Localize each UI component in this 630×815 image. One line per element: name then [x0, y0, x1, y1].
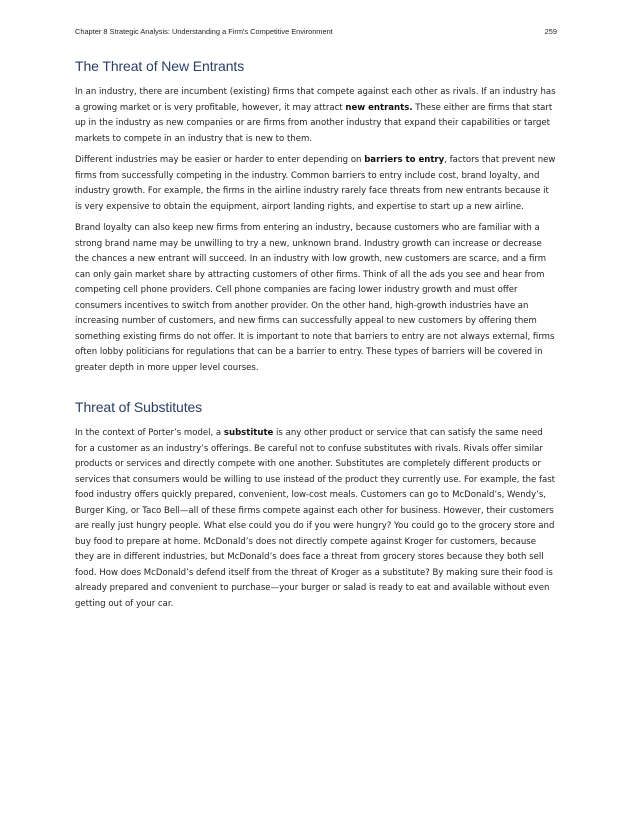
section-substitutes: [75, 398, 557, 612]
chapter-title: Chapter 8 Strategic Analysis: Understanding a Firm's Competitive Environment: [75, 27, 333, 36]
paragraph-incumbent-firms: [75, 85, 557, 147]
text-run: In an industry, there are incumbent (existing) firms that compete against each other as rivals. If an industry has a growing market or is very profitable, however, it may attract: [75, 87, 556, 113]
section-heading-new-entrants: The Threat of New Entrants: [75, 58, 245, 74]
page-number: 259: [544, 27, 557, 36]
running-header: [75, 27, 557, 39]
paragraph-substitutes: [75, 426, 557, 612]
text-run: Different industries may be easier or harder to enter depending on: [75, 155, 365, 165]
text-run: In the context of Porter’s model, a: [75, 428, 224, 438]
text-run: These either are firms that start up in the industry as new companies or are firms from another industry that expand their capabilities or target markets to compete in an industry that is new to them.: [75, 102, 553, 144]
section-heading-substitutes: Threat of Substitutes: [75, 399, 203, 415]
paragraph-barriers-to-entry: [75, 153, 557, 215]
key-term-substitute: substitute: [223, 428, 274, 438]
key-term-barriers-to-entry: barriers to entry: [364, 155, 445, 165]
text-run: , factors that prevent new firms from successfully competing in the industry. Common barriers to entry include cost, brand loyalty, and industry growth. For example, the firms in the airline industry rarely face threats from new entrants because it is very expensive to obtain the equipment, airport landing rights, and expertise to start up a new airline.: [75, 155, 556, 212]
text-run: is any other product or service that can satisfy the same need for a customer as an industry’s offerings. Be careful not to confuse substitutes with rivals. Rivals offer similar products or services and directly compete with one another. Substitutes are completely different products or services that consumers would be willing to use instead of the product they currently use. For example, the fast food industry offers quickly prepared, convenient, low-cost meals. Customers can go to McDonald’s, Wendy’s, Burger King, or Taco Bell—all of these firms compete against each other for business. However, their customers are really just hungry people. What else could you do if you were hungry? You could go to the grocery store and buy food to prepare at home. McDonald’s does not directly compete against Kroger for customers, because they are in different industries, but McDonald’s does face a threat from grocery stores because they both sell food. How does McDonald’s defend itself from the threat of Kroger as a substitute? By making sure their food is already prepared and convenient to purchase—your burger or salad is ready to eat and available without even getting out of your car.: [75, 428, 556, 609]
key-term-new-entrants: new entrants.: [345, 102, 413, 113]
section-new-entrants: [75, 57, 557, 376]
page-content: [75, 57, 557, 618]
paragraph-brand-loyalty: Brand loyalty can also keep new firms from entering an industry, because customers who are familiar with a strong brand name may be unwilling to try a new, unknown brand. Industry growth can increase or decrease the chances a new entrant will succeed. In an industry with low growth, new customers are scarce, and a firm can only gain market share by attracting customers of other firms. Think of all the ads you see and hear from competing cell phone providers. Cell phone companies are facing lower industry growth and must offer consumers incentives to switch from another provider. On the other hand, high-growth industries have an increasing number of customers, and new firms can successfully appeal to new customers by offering them something existing firms do not offer. It is important to note that barriers to entry are not always external, firms often lobby politicians for regulations that can be a barrier to entry. These types of barriers will be covered in greater depth in more upper level courses.: [75, 223, 555, 373]
